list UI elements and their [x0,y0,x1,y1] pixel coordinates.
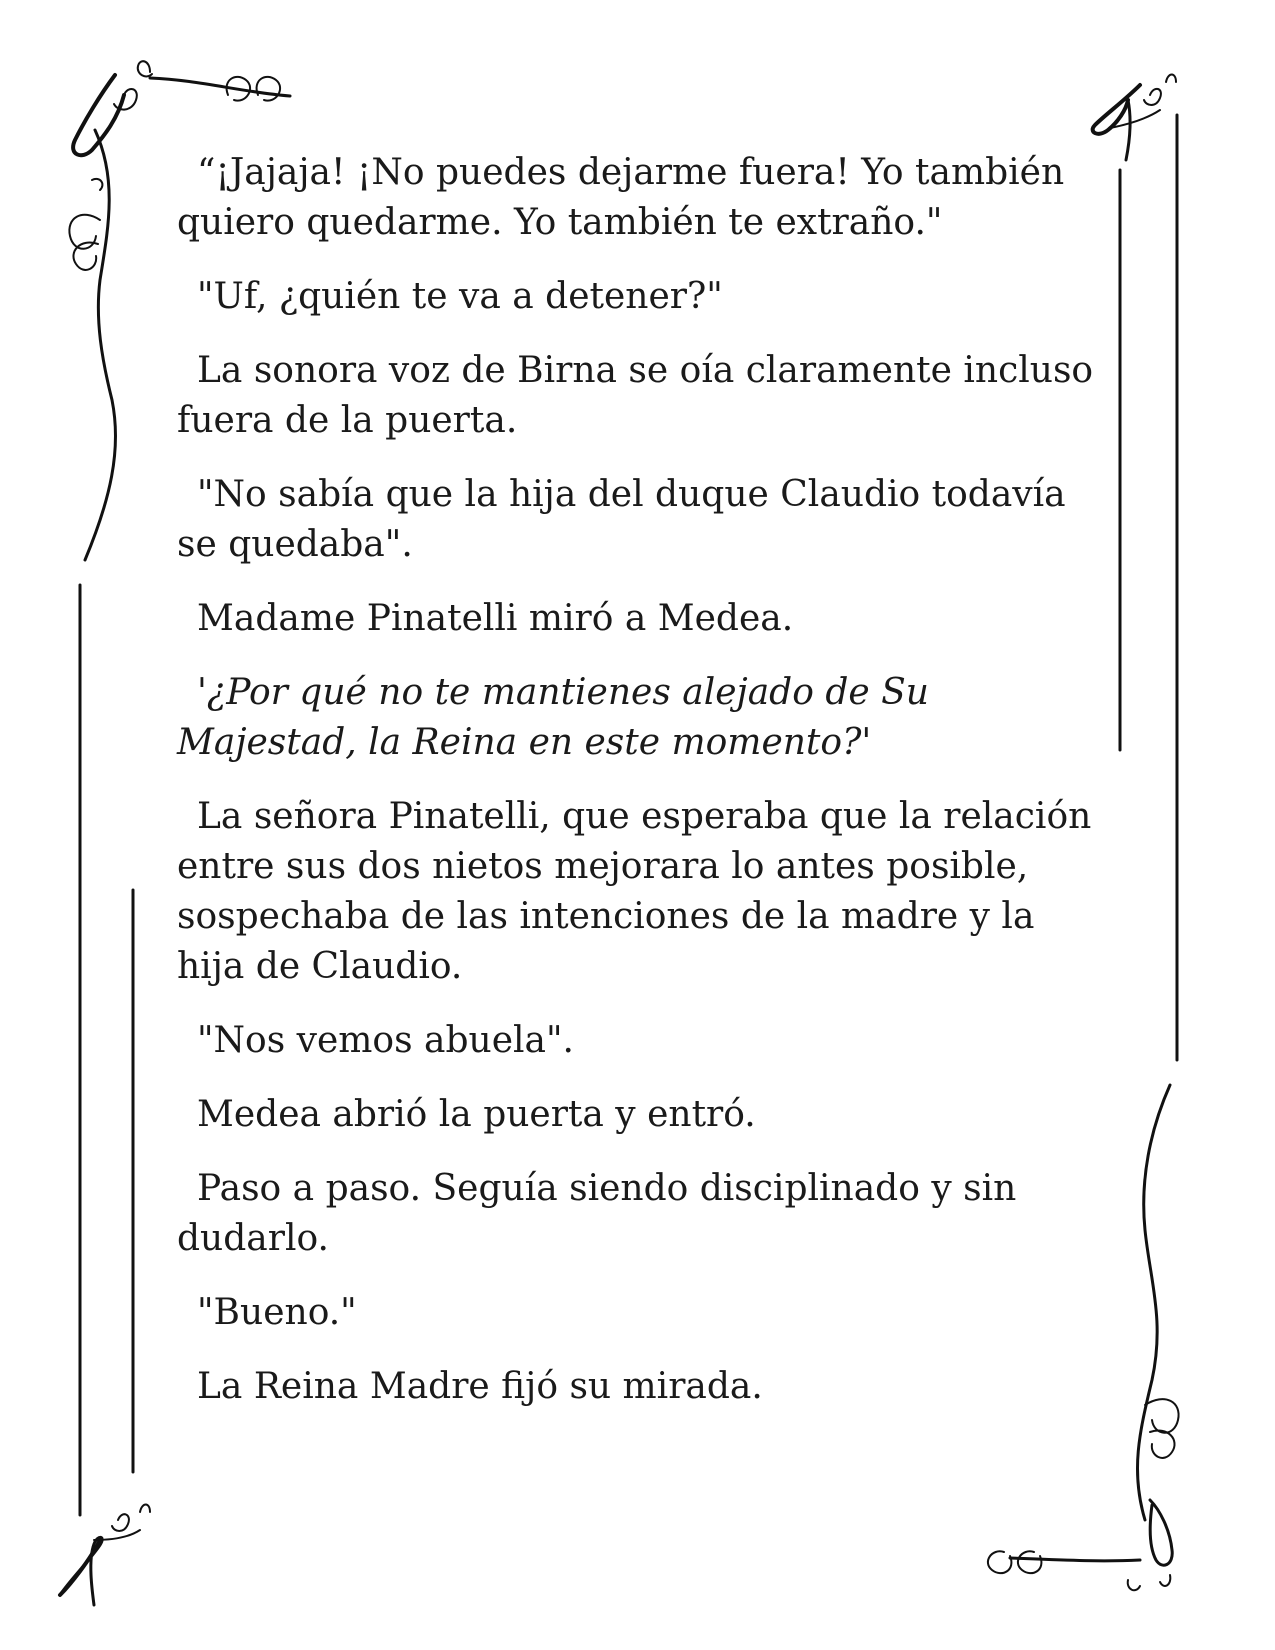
paragraph: Madame Pinatelli miró a Medea. [197,598,794,639]
flourish-top-right [1093,75,1176,161]
paragraph: "Nos vemos abuela". [197,1020,574,1061]
paragraph: "No sabía que la hija del duque Claudio todavía se quedaba". [177,474,1066,565]
paragraph: "Bueno." [197,1292,357,1333]
paragraph: "Uf, ¿quién te va a detener?" [197,276,723,317]
paragraph: La Reina Madre fijó su mirada. [197,1366,763,1407]
paragraph: Medea abrió la puerta y entró. [197,1094,756,1135]
paragraph: La señora Pinatelli, que esperaba que la relación entre sus dos nietos mejorara lo antes posible, sospechaba de las intenciones de la madre y la hija de Claudio. [177,796,1092,987]
story-text [177,148,1097,1436]
paragraph-thought: '¿Por qué no te mantienes alejado de Su Majestad, la Reina en este momento?' [177,672,929,763]
paragraph: La sonora voz de Birna se oía claramente incluso fuera de la puerta. [177,350,1094,441]
flourish-bottom-left [60,1505,150,1606]
paragraph: “¡Jajaja! ¡No puedes dejarme fuera! Yo también quiero quedarme. Yo también te extraño." [177,152,1065,243]
paragraph: Paso a paso. Seguía siendo disciplinado y sin dudarlo. [177,1168,1017,1259]
